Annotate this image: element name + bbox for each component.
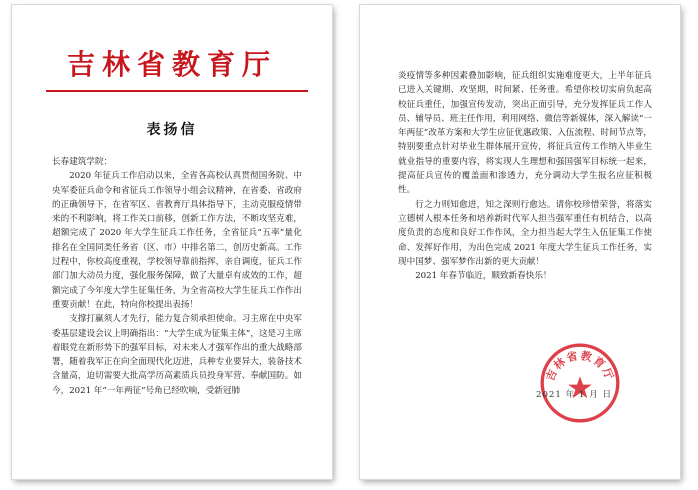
letter-page-2 [360,5,680,479]
letter-page-1 [12,5,332,479]
letter-body-part-1 [52,155,302,398]
letterhead-title: 吉林省教育厅 [66,48,277,81]
official-seal-stamp [538,341,622,425]
body-paragraph: 行之力则知愈进，知之深则行愈达。请你校珍惜荣誉，将落实立德树人根本任务和培养新时代军人担当强军重任有机结合，以高度负责的态度和良好工作作风，全力担当起大学生入伍征集工作使命、发挥好作用，为出色完成 2021 年度大学生征兵工作任务，实现中国梦、强军梦作出新的更大贡献！ [398,199,652,267]
body-paragraph: 支撑打赢须人才先行，能力复合须承担使命。习主席在中央军委基层建设会议上明确指出：“大学生成为征集主体”，这是习主席着眼党在新形势下的强军目标，对未来人才强军作出的重大战略部署，随着我军正在向全面现代化迈进，兵种专业要异大，装备技术含量高，迫切需要大批高学历高素质兵员投身军营、奉献国防。如今，2021 年“一年两征”号角已经吹响，受新冠肺 [52,314,302,396]
body-paragraph: 2020 年征兵工作启动以来，全省各高校认真贯彻国务院、中央军委征兵命令和省征兵工作领导小组会议精神，在省委、省政府的正确领导下，在省军区、省教育厅具体指导下，主动克服疫情带来的不利影响，将工作关口前移，创新工作方法，不断攻坚克难，超额完成了 2020 年大学生征兵工作任务，全省征兵“五率”量化排名在全国同类任务省（区、市）中排名第二，创历史新高。工作过程中，你校高度重视，学校领导靠前指挥，亲自调度，征兵工作部门加大动员力度，强化服务保障，做了大量卓有成效的工作，超额完成了今年度大学生征集任务，为全省高校大学生征兵工作作出重要贡献！在此，特向你校提出表扬！ [52,171,302,310]
letter-body-part-2 [398,69,652,283]
closing-greeting: 2021 年春节临近，顺致新春快乐！ [415,271,552,282]
salutation: 长春建筑学院： [52,157,113,167]
body-paragraph: 炎疫情等多种因素叠加影响，征兵组织实施难度更大，上半年征兵已进入关键期、攻坚期，时间紧、任务重。希望你校切实肩负起高校征兵重任，加强宣传发动，突出正面引导，充分发挥征兵工作人员、辅导员、班主任作用，利用网络、微信等新媒体，深入解读“一年两征”改革方案和大学生应征优惠政策、入伍流程、时间节点等，特别要重点针对毕业生群体展开宣传，将征兵宣传工作纳入毕业生就业指导的重要内容，将实现人生理想和强国强军目标统一起来，提高征兵宣传的覆盖面和渗透力，充分调动大学生报名应征积极性。 [398,71,652,196]
svg-text:吉林省教育厅: 吉林省教育厅 [543,349,617,383]
letter-title: 表扬信 [146,122,198,138]
signature-date: 2021 年 1 月 日 [536,390,613,400]
letterhead-rule [46,90,308,92]
